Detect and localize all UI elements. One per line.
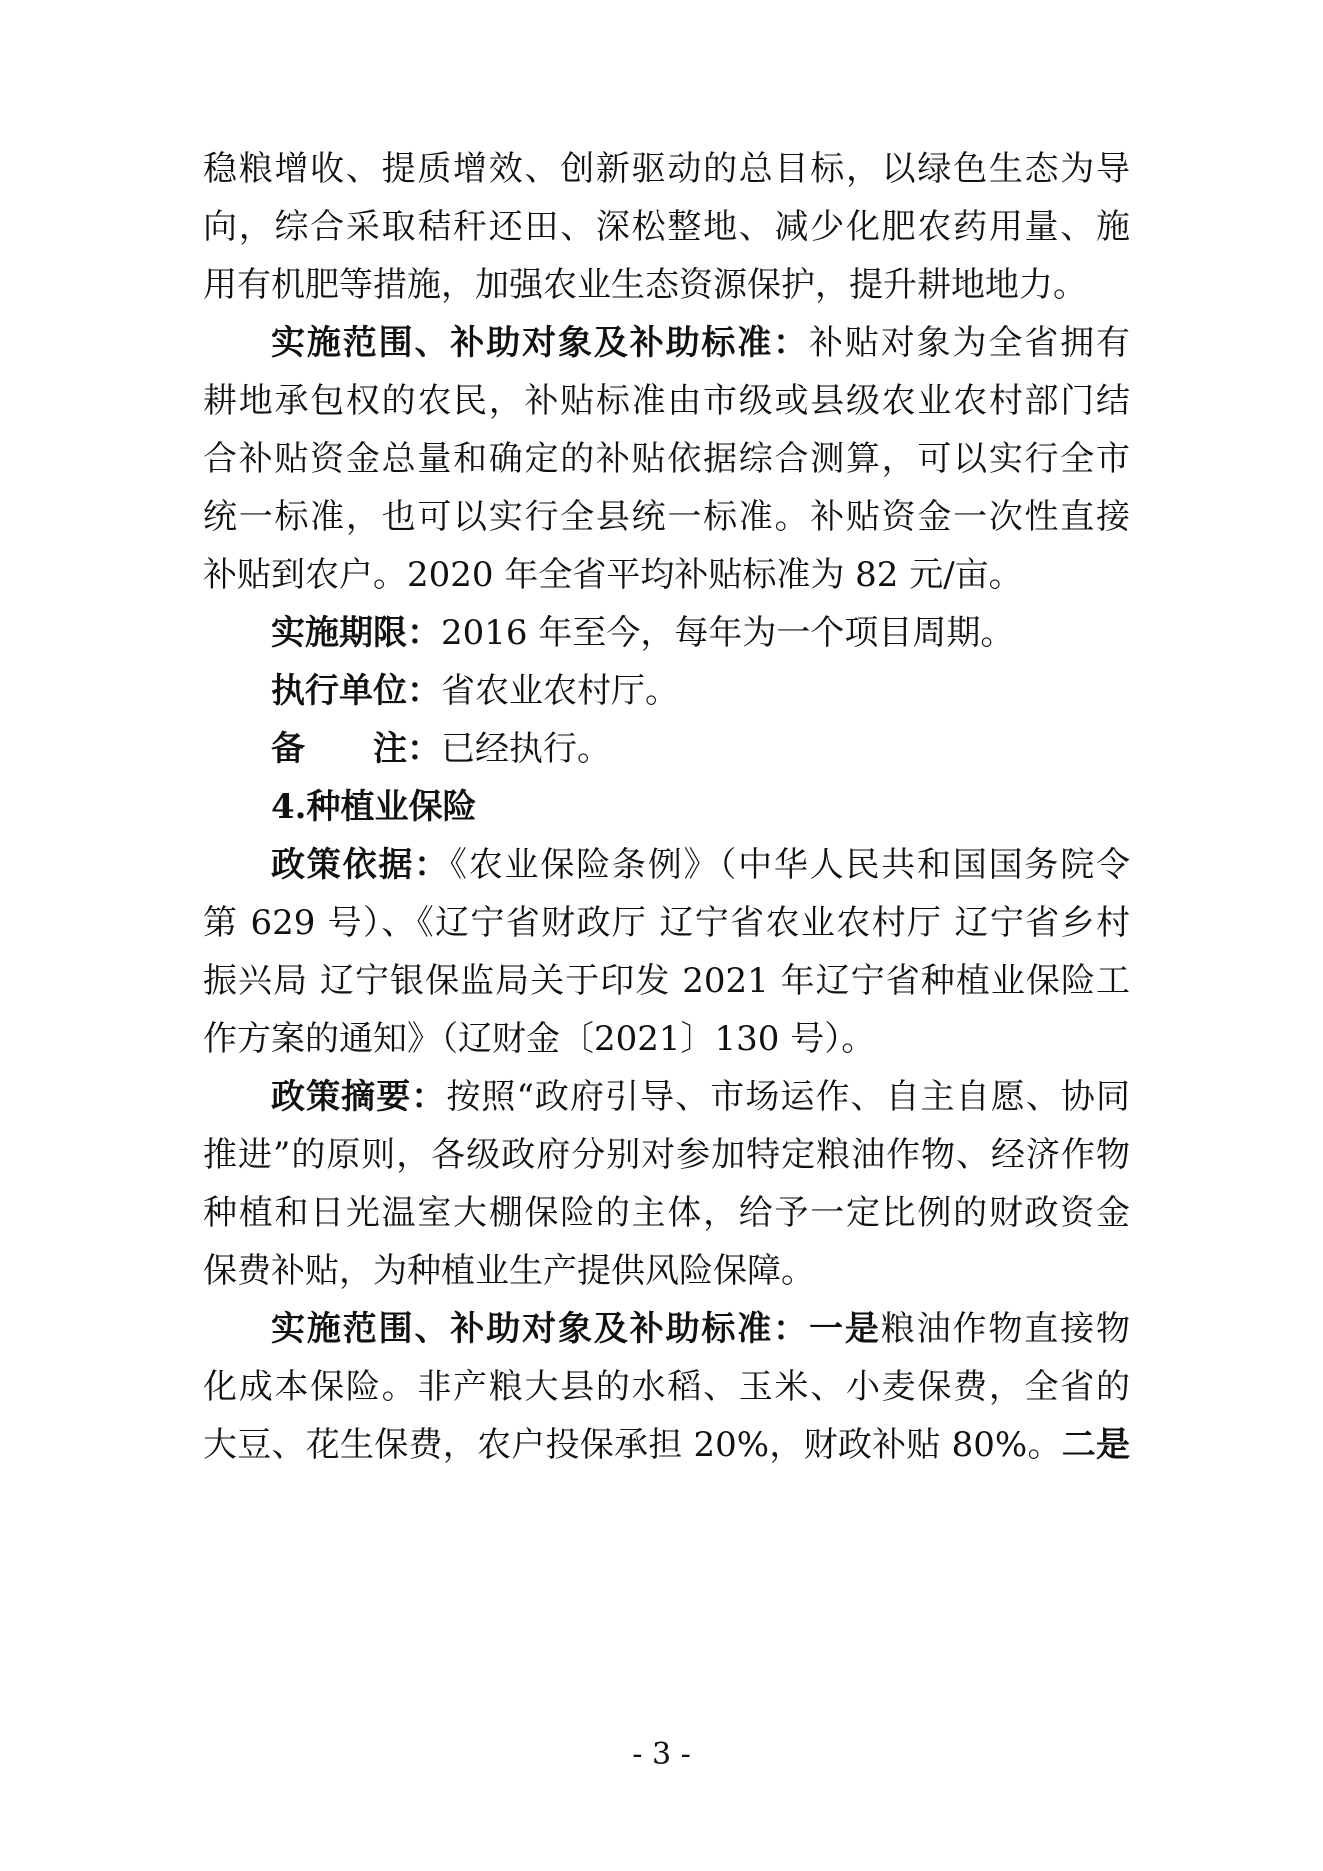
scope2-first-line [203,1307,1130,1351]
executor-value: 省农业农村厅。 [441,671,679,711]
body-text-line: 保费补贴，为种植业生产提供风险保障。 [203,1251,815,1291]
scope2-last-text: 大豆、花生保费，农户投保承担 20%，财政补贴 80%。 [203,1425,1062,1465]
policy-basis-first-line [203,843,1130,887]
body-text-line: 推进”的原则，各级政府分别对参加特定粮油作物、经济作物 [203,1135,1130,1175]
body-text-line: 作方案的通知》（辽财金〔2021〕130 号）。 [203,1019,876,1059]
body-text-line: 耕地承包权的农民，补贴标准由市级或县级农业农村部门结 [203,381,1130,421]
body-text-line: 种植和日光温室大棚保险的主体，给予一定比例的财政资金 [203,1193,1130,1233]
scope-first-line [203,321,1130,365]
body-text-line: 合补贴资金总量和确定的补贴依据综合测算，可以实行全市 [203,439,1130,479]
period-value: 2016 年至今，每年为一个项目周期。 [441,613,1015,653]
body-text-line: 稳粮增收、提质增效、创新驱动的总目标，以绿色生态为导 [203,149,1130,189]
scope-first-text: 补贴对象为全省拥有 [809,323,1131,363]
policy-summary-label: 政策摘要： [271,1077,447,1117]
remarks-value: 已经执行。 [441,729,611,769]
executor-label: 执行单位： [271,671,441,711]
remarks-line [203,727,1130,771]
body-text-line: 化成本保险。非产粮大县的水稻、玉米、小麦保费，全省的 [203,1367,1130,1407]
scope2-last-bold: 二是 [1061,1425,1130,1465]
policy-summary-first-text: 按照“政府引导、市场运作、自主自愿、协同 [446,1077,1130,1117]
executor-line [203,669,1130,713]
remarks-label: 备 注： [271,729,441,769]
policy-basis-label: 政策依据： [271,845,450,885]
policy-summary-first-line [203,1075,1130,1119]
body-text-line: 第 629 号）、《辽宁省财政厅 辽宁省农业农村厅 辽宁省乡村 [203,903,1130,943]
period-label: 实施期限： [271,613,441,653]
scope2-heading: 实施范围、补助对象及补助标准： [271,1309,810,1349]
body-text-line: 用有机肥等措施，加强农业生态资源保护，提升耕地地力。 [203,265,1087,305]
body-text-line: 振兴局 辽宁银保监局关于印发 2021 年辽宁省种植业保险工 [203,961,1130,1001]
scope-heading: 实施范围、补助对象及补助标准： [271,323,810,363]
body-text-line: 补贴到农户。2020 年全省平均补贴标准为 82 元/亩。 [203,555,1023,595]
body-text-line: 向，综合采取秸秆还田、深松整地、减少化肥农药用量、施 [203,207,1130,247]
policy-basis-first-text: 《农业保险条例》（中华人民共和国国务院令 [449,845,1131,885]
period-line [203,611,1130,655]
scope2-first-text: 粮油作物直接物 [880,1309,1131,1349]
section-title: 4.种植业保险 [271,787,477,827]
page-number: - 3 - [632,1737,691,1772]
scope2-last-line [203,1423,1130,1467]
body-text-line: 统一标准，也可以实行全县统一标准。补贴资金一次性直接 [203,497,1130,537]
scope2-first-bold: 一是 [809,1309,881,1349]
